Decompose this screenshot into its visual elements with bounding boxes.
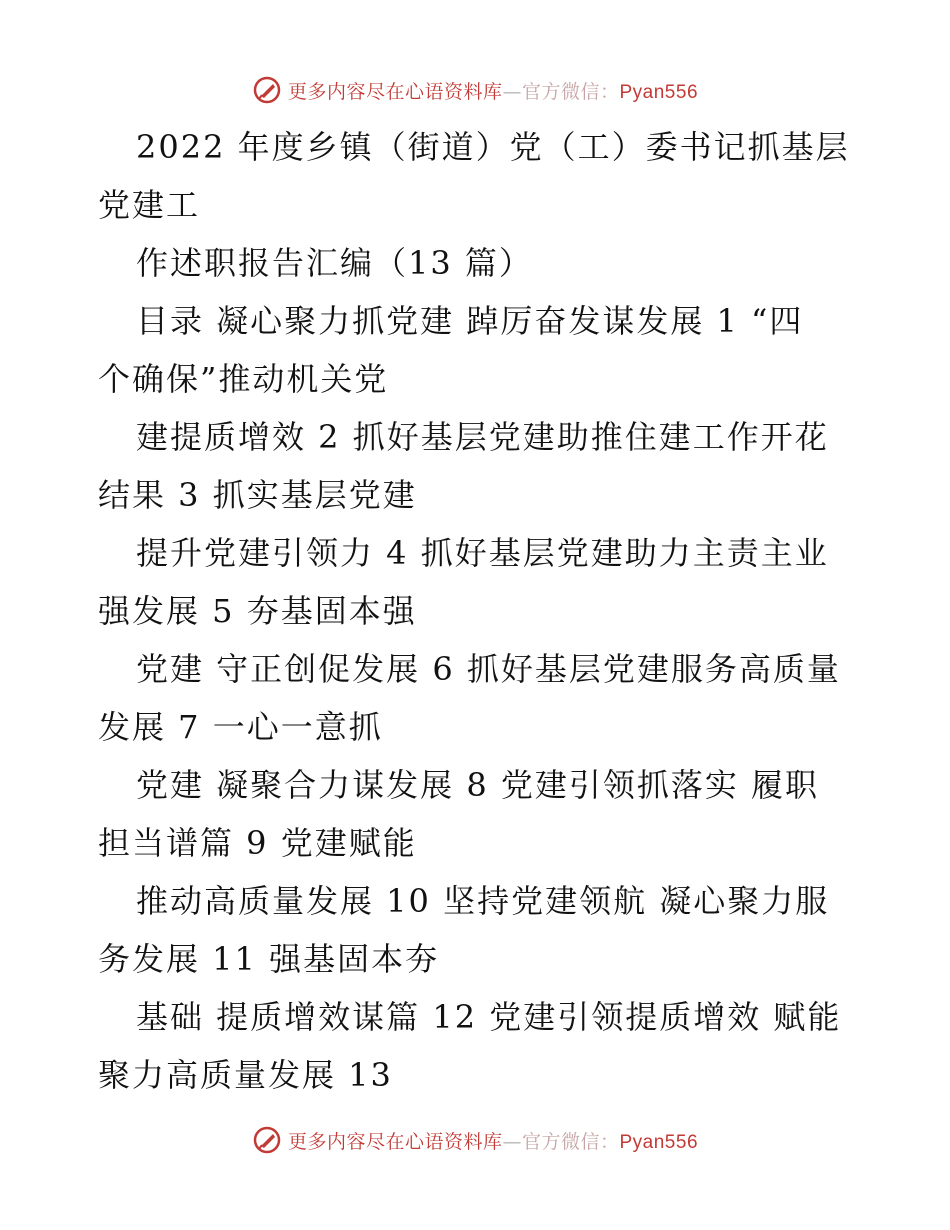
paragraph-toc <box>98 988 858 1104</box>
text-line: 推动高质量发展 10 坚持党建领航 凝心聚力服 <box>136 882 830 920</box>
paragraph-title <box>98 118 858 234</box>
paragraph-toc <box>98 872 858 988</box>
watermark-text <box>288 1127 698 1154</box>
watermark-label: 官方微信： <box>521 80 620 103</box>
watermark-brand: 更多内容尽在心语资料库 <box>287 1130 503 1153</box>
paragraph-toc <box>98 756 858 872</box>
text-line: 发展 7 一心一意抓 <box>98 708 383 746</box>
quill-logo-icon <box>252 75 282 105</box>
text-line: 党建工 <box>98 186 201 224</box>
watermark-label: 官方微信： <box>521 1130 620 1153</box>
text-line: 党建 凝聚合力谋发展 8 党建引领抓落实 履职 <box>136 766 820 804</box>
watermark-header <box>0 70 950 110</box>
text-line: 聚力高质量发展 13 <box>98 1056 393 1094</box>
text-line: 基础 提质增效谋篇 12 党建引领提质增效 赋能 <box>136 998 842 1036</box>
text-line: 2022 年度乡镇（街道）党（工）委书记抓基层 <box>136 128 850 166</box>
text-line: 结果 3 抓实基层党建 <box>98 476 417 514</box>
paragraph-toc <box>98 524 858 640</box>
text-line: 个确保”推动机关党 <box>98 360 389 398</box>
text-line: 作述职报告汇编（13 篇） <box>136 244 533 282</box>
text-line: 强发展 5 夯基固本强 <box>98 592 417 630</box>
watermark-wechat-id: Pyan556 <box>619 1131 699 1153</box>
text-line: 务发展 11 强基固本夯 <box>98 940 440 978</box>
quill-logo-icon <box>252 1125 282 1155</box>
text-line: 担当谱篇 9 党建赋能 <box>98 824 417 862</box>
paragraph-toc <box>98 408 858 524</box>
watermark-brand: 更多内容尽在心语资料库 <box>287 80 503 103</box>
text-line: 提升党建引领力 4 抓好基层党建助力主责主业 <box>136 534 829 572</box>
paragraph-subtitle <box>98 234 858 292</box>
text-line: 目录 凝心聚力抓党建 踔厉奋发谋发展 1 “四 <box>136 302 804 340</box>
paragraph-toc <box>98 640 858 756</box>
text-line: 建提质增效 2 抓好基层党建助推住建工作开花 <box>136 418 829 456</box>
document-body <box>98 118 858 1104</box>
text-line: 党建 守正创促发展 6 抓好基层党建服务高质量 <box>136 650 841 688</box>
watermark-footer <box>0 1120 950 1160</box>
watermark-text <box>288 77 698 104</box>
paragraph-toc <box>98 292 858 408</box>
watermark-wechat-id: Pyan556 <box>619 81 699 103</box>
watermark-dash: — <box>502 1130 522 1153</box>
watermark-dash: — <box>502 80 522 103</box>
